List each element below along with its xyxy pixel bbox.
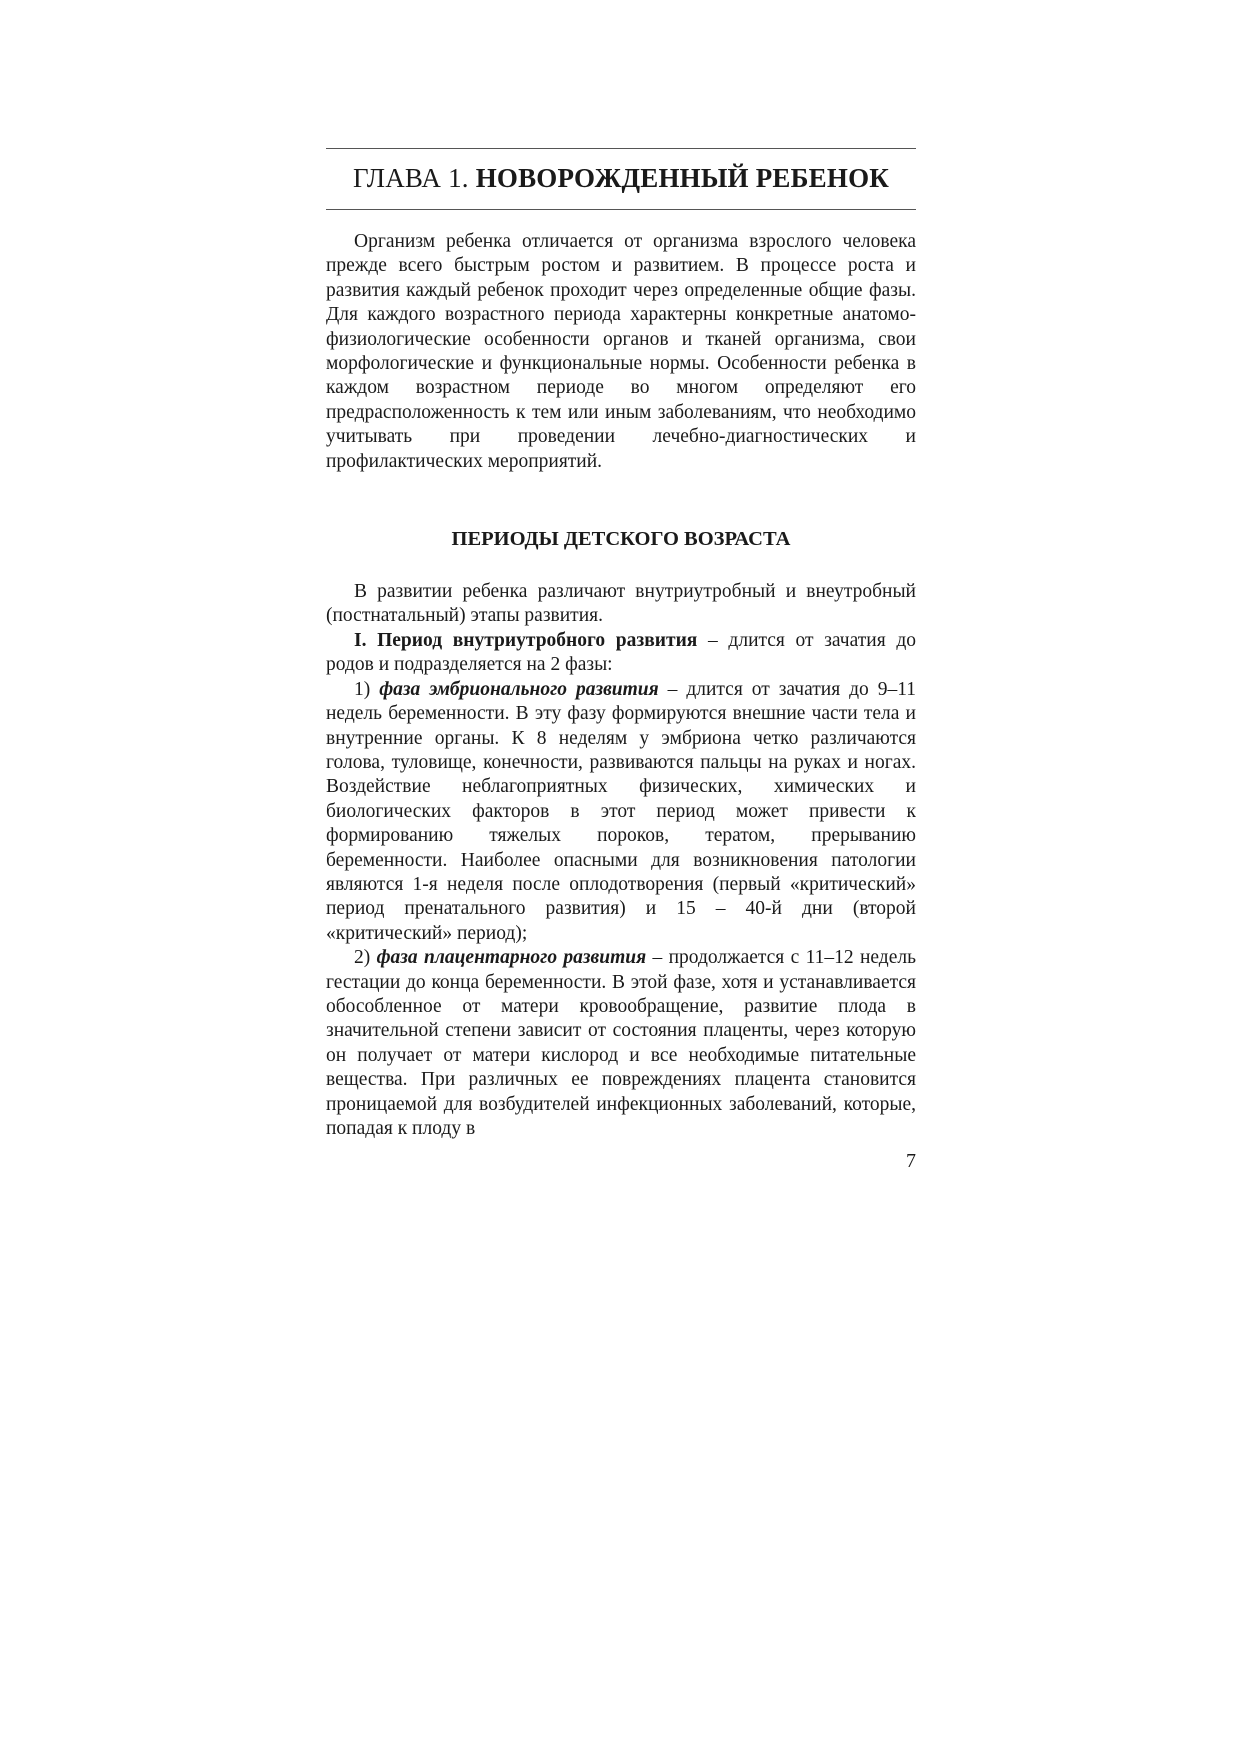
prenatal-period-text: – длится от зачатия до родов и подразделяется на 2 фазы:: [326, 629, 916, 676]
book-page: [326, 148, 916, 1141]
embryonic-phase-number: 1): [354, 678, 380, 700]
chapter-title: [326, 163, 916, 193]
paragraph-prenatal-period: [326, 629, 916, 678]
section-body: [326, 580, 916, 1141]
section-heading: ПЕРИОДЫ ДЕТСКОГО ВОЗРАСТА: [451, 528, 791, 551]
intro-section: [326, 230, 916, 474]
page-number: 7: [906, 1150, 916, 1172]
embryonic-phase-term: фаза эмбрионального развития: [379, 678, 659, 700]
intro-paragraph: Организм ребенка отличается от организма взрослого человека прежде всего быстрым ростом и развитием. В процессе роста и развития каждый ребенок проходит через определенные общие фазы. Для каждого возрастного периода характерны конкретные анатомо-физиологические особенности органов и тканей организма, свои морфологические и функциональные нормы. Особенности ребенка в каждом возрастном периоде во многом определяют его предрасположенность к тем или иным заболеваниям, что необходимо учитывать при проведении лечебно-диагностических и профилактических мероприятий.: [326, 231, 916, 472]
chapter-prefix: ГЛАВА 1.: [352, 163, 476, 193]
placental-phase-text: – продолжается с 11–12 недель гестации до конца беременности. В этой фазе, хотя и устанавливается обособленное от матери кровообращение, развитие плода в значительной степени зависит от состояния плаценты, через которую он получает от матери кислород и все необходимые питательные вещества. При различных ее повреждениях плацента становится проницаемой для возбудителей инфекционных заболеваний, которые, попадая к плоду в: [326, 947, 916, 1139]
paragraph-stages: В развитии ребенка различают внутриутробный и внеутробный (постнатальный) этапы развития.: [326, 581, 916, 627]
chapter-name: НОВОРОЖДЕННЫЙ РЕБЕНОК: [475, 163, 890, 193]
placental-phase-number: 2): [354, 947, 377, 969]
embryonic-phase-text: – длится от зачатия до 9–11 недель беременности. В эту фазу формируются внешние части тела и внутренние органы. К 8 неделям у эмбриона четко различаются голова, туловище, конечности, развиваются пальцы на руках и ногах. Воздействие неблагоприятных физических, химических и биологических факторов в этот период может привести к формированию тяжелых пороков, тератом, прерыванию беременности. Наиболее опасными для возникновения патологии являются 1-я неделя после оплодотворения (первый «критический» период пренатального развития) и 15 – 40-й дни (второй «критический» период);: [326, 678, 916, 944]
prenatal-period-term: I. Период внутриутробного развития: [354, 629, 698, 651]
top-rule: [326, 148, 916, 149]
bottom-rule: [326, 209, 916, 210]
paragraph-placental-phase: [326, 946, 916, 1141]
paragraph-embryonic-phase: [326, 678, 916, 946]
placental-phase-term: фаза плацентарного развития: [376, 947, 647, 969]
